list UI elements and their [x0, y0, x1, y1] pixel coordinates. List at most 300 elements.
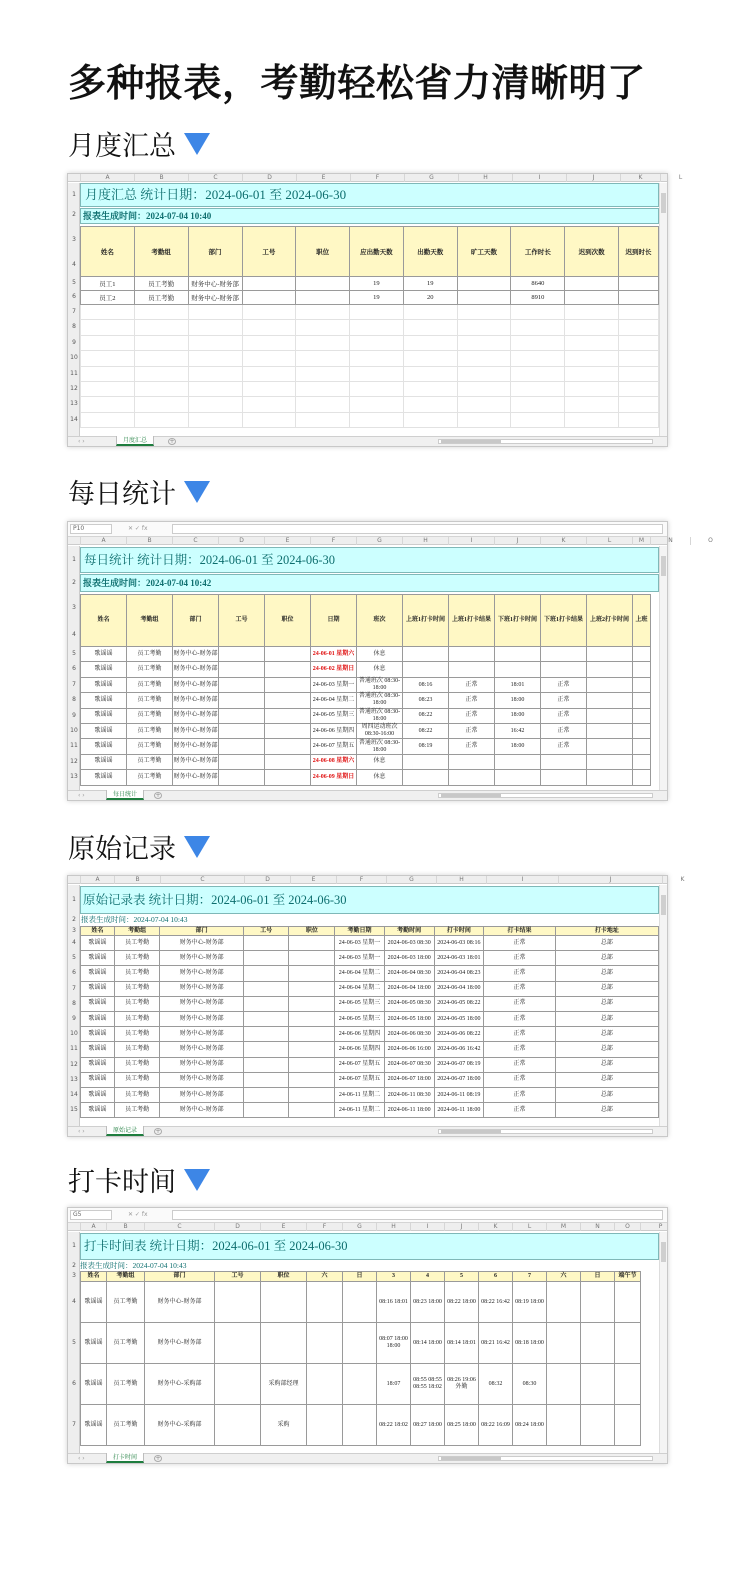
table-cell[interactable]: 正常	[484, 1057, 555, 1072]
empty-cell[interactable]	[511, 366, 565, 381]
column-letter[interactable]: C	[188, 174, 242, 182]
row-number[interactable]: 7	[72, 308, 76, 315]
table-cell[interactable]	[587, 693, 633, 708]
empty-cell[interactable]	[511, 335, 565, 350]
table-cell[interactable]: 财务中心-采购部	[145, 1364, 215, 1405]
table-cell[interactable]: 2024-06-04 18:00	[384, 981, 434, 996]
table-cell[interactable]: 2024-06-06 08:30	[384, 1027, 434, 1042]
empty-cell[interactable]	[134, 320, 188, 335]
table-cell[interactable]: 正常	[541, 739, 587, 754]
column-letter[interactable]: B	[126, 537, 172, 545]
empty-cell[interactable]	[565, 412, 619, 427]
table-cell[interactable]	[243, 1072, 289, 1087]
column-letter[interactable]: K	[662, 876, 702, 884]
table-cell[interactable]	[289, 1087, 335, 1102]
row-number[interactable]: 13	[70, 773, 78, 781]
empty-cell[interactable]	[403, 335, 457, 350]
column-letter[interactable]: H	[458, 174, 512, 182]
empty-cell[interactable]	[565, 305, 619, 320]
table-cell[interactable]: 2024-06-03 08:16	[434, 936, 484, 951]
table-cell[interactable]: 08:22	[403, 708, 449, 723]
table-cell[interactable]	[587, 647, 633, 662]
empty-cell[interactable]	[134, 351, 188, 366]
table-cell[interactable]: 周四运动班次 08:30-16:00	[357, 723, 403, 738]
table-cell[interactable]	[219, 739, 265, 754]
table-cell[interactable]: 正常	[484, 966, 555, 981]
column-letter[interactable]: A	[80, 537, 126, 545]
column-letter[interactable]: I	[410, 1223, 444, 1231]
table-cell[interactable]: 19	[349, 291, 403, 305]
table-cell[interactable]: 歌谣谣	[81, 1072, 115, 1087]
table-cell[interactable]: 财务中心-财务部	[160, 996, 243, 1011]
column-header-cell[interactable]: 工号	[215, 1272, 261, 1282]
table-cell[interactable]	[495, 662, 541, 677]
empty-cell[interactable]	[188, 381, 242, 396]
row-number[interactable]: 14	[70, 415, 78, 423]
row-number[interactable]: 3	[72, 1272, 76, 1279]
table-cell[interactable]: 24-06-01 星期六	[311, 647, 357, 662]
table-cell[interactable]: 员工考勤	[127, 723, 173, 738]
table-cell[interactable]: 08:14 18:01	[445, 1323, 479, 1364]
row-number[interactable]: 1	[72, 896, 76, 903]
empty-cell[interactable]	[511, 397, 565, 412]
table-cell[interactable]	[565, 291, 619, 305]
empty-cell[interactable]	[81, 412, 135, 427]
table-cell[interactable]: 财务中心-财务部	[160, 936, 243, 951]
table-cell[interactable]: 歌谣谣	[81, 1323, 107, 1364]
table-cell[interactable]: 歌谣谣	[81, 723, 127, 738]
table-cell[interactable]: 歌谣谣	[81, 966, 115, 981]
column-letter[interactable]: G	[342, 1223, 376, 1231]
column-header-cell[interactable]: 职位	[296, 227, 350, 277]
table-cell[interactable]: 财务中心-财务部	[188, 291, 242, 305]
column-header-cell[interactable]: 7	[513, 1272, 547, 1282]
table-cell[interactable]: 歌谣谣	[81, 693, 127, 708]
column-header-cell[interactable]: 日期	[311, 595, 357, 647]
table-cell[interactable]: 正常	[484, 1072, 555, 1087]
table-cell[interactable]	[403, 770, 449, 785]
column-letter[interactable]: G	[386, 876, 436, 884]
table-cell[interactable]: 员工考勤	[114, 951, 160, 966]
table-cell[interactable]	[289, 1027, 335, 1042]
table-cell[interactable]: 休息	[357, 770, 403, 785]
column-header-cell[interactable]: 六	[547, 1272, 581, 1282]
table-cell[interactable]: 2024-06-11 18:00	[434, 1103, 484, 1118]
table-cell[interactable]: 歌谣谣	[81, 739, 127, 754]
table-cell[interactable]: 员工考勤	[127, 754, 173, 769]
column-letter[interactable]: J	[444, 1223, 478, 1231]
empty-cell[interactable]	[403, 351, 457, 366]
empty-cell[interactable]	[403, 381, 457, 396]
table-cell[interactable]	[587, 708, 633, 723]
table-cell[interactable]	[633, 647, 651, 662]
table-cell[interactable]	[343, 1282, 377, 1323]
table-cell[interactable]: 2024-06-04 18:00	[434, 981, 484, 996]
empty-cell[interactable]	[296, 335, 350, 350]
column-letter[interactable]: E	[260, 1223, 306, 1231]
empty-cell[interactable]	[81, 335, 135, 350]
vertical-scrollbar[interactable]	[659, 885, 667, 1126]
table-cell[interactable]: 总部	[555, 951, 658, 966]
table-cell[interactable]: 正常	[449, 693, 495, 708]
row-number[interactable]: 7	[72, 1421, 76, 1428]
table-cell[interactable]: 2024-06-06 08:22	[434, 1027, 484, 1042]
table-cell[interactable]: 2024-06-04 08:30	[384, 966, 434, 981]
table-cell[interactable]	[265, 662, 311, 677]
table-cell[interactable]: 歌谣谣	[81, 1103, 115, 1118]
table-cell[interactable]	[581, 1364, 615, 1405]
table-cell[interactable]: 歌谣谣	[81, 1027, 115, 1042]
table-cell[interactable]: 员工考勤	[114, 1103, 160, 1118]
table-cell[interactable]: 歌谣谣	[81, 1405, 107, 1446]
column-letter[interactable]: A	[80, 1223, 106, 1231]
table-cell[interactable]: 24-06-06 星期四	[335, 1027, 385, 1042]
column-letter[interactable]: F	[350, 174, 404, 182]
empty-cell[interactable]	[349, 351, 403, 366]
column-letter[interactable]: B	[114, 876, 160, 884]
empty-cell[interactable]	[134, 397, 188, 412]
table-cell[interactable]	[343, 1323, 377, 1364]
empty-cell[interactable]	[134, 305, 188, 320]
table-cell[interactable]: 08:22	[403, 723, 449, 738]
table-cell[interactable]: 8640	[511, 277, 565, 291]
table-cell[interactable]: 员工考勤	[114, 1087, 160, 1102]
table-cell[interactable]: 员工考勤	[127, 662, 173, 677]
column-header-cell[interactable]: 工号	[242, 227, 296, 277]
table-cell[interactable]	[289, 1057, 335, 1072]
add-sheet-icon[interactable]: +	[155, 1128, 161, 1135]
table-cell[interactable]: 18:00	[495, 708, 541, 723]
row-number[interactable]: 4	[72, 939, 76, 946]
table-cell[interactable]: 员工考勤	[127, 693, 173, 708]
empty-cell[interactable]	[349, 305, 403, 320]
table-cell[interactable]: 24-06-03 星期一	[311, 677, 357, 692]
empty-cell[interactable]	[188, 397, 242, 412]
empty-cell[interactable]	[296, 366, 350, 381]
table-cell[interactable]: 员工考勤	[107, 1323, 145, 1364]
empty-cell[interactable]	[134, 366, 188, 381]
horizontal-scrollbar[interactable]	[438, 1129, 653, 1134]
empty-cell[interactable]	[403, 397, 457, 412]
row-number[interactable]: 10	[70, 727, 78, 734]
column-header-cell[interactable]: 六	[307, 1272, 343, 1282]
table-cell[interactable]	[215, 1282, 261, 1323]
column-letter[interactable]: D	[214, 1223, 260, 1231]
table-cell[interactable]	[449, 647, 495, 662]
table-cell[interactable]: 正常	[484, 981, 555, 996]
table-cell[interactable]	[619, 277, 659, 291]
table-cell[interactable]: 财务中心-财务部	[160, 1072, 243, 1087]
table-cell[interactable]	[547, 1282, 581, 1323]
table-cell[interactable]: 歌谣谣	[81, 1087, 115, 1102]
table-cell[interactable]: 正常	[449, 723, 495, 738]
table-cell[interactable]: 08:26 19:06外勤	[445, 1364, 479, 1405]
empty-cell[interactable]	[349, 335, 403, 350]
table-cell[interactable]: 24-06-11 星期二	[335, 1103, 385, 1118]
table-cell[interactable]	[541, 647, 587, 662]
table-cell[interactable]: 员工考勤	[134, 277, 188, 291]
column-header-cell[interactable]: 姓名	[81, 227, 135, 277]
table-cell[interactable]: 正常	[541, 677, 587, 692]
vertical-scrollbar[interactable]	[659, 183, 667, 436]
table-cell[interactable]: 总部	[555, 1057, 658, 1072]
table-cell[interactable]	[457, 291, 511, 305]
table-cell[interactable]: 采购	[261, 1405, 307, 1446]
empty-cell[interactable]	[242, 320, 296, 335]
table-cell[interactable]: 员工考勤	[114, 996, 160, 1011]
empty-cell[interactable]	[619, 412, 659, 427]
table-cell[interactable]: 总部	[555, 1072, 658, 1087]
empty-cell[interactable]	[619, 320, 659, 335]
column-letter[interactable]: A	[80, 876, 114, 884]
column-header-cell[interactable]: 应出勤天数	[349, 227, 403, 277]
row-number[interactable]: 5	[72, 1339, 76, 1346]
empty-cell[interactable]	[188, 366, 242, 381]
table-cell[interactable]	[243, 1087, 289, 1102]
table-cell[interactable]: 员工考勤	[134, 291, 188, 305]
empty-cell[interactable]	[619, 351, 659, 366]
row-number[interactable]: 2	[72, 211, 76, 218]
table-cell[interactable]: 18:00	[495, 739, 541, 754]
table-cell[interactable]	[633, 708, 651, 723]
table-cell[interactable]: 歌谣谣	[81, 708, 127, 723]
empty-cell[interactable]	[349, 412, 403, 427]
column-header-cell[interactable]: 迟到次数	[565, 227, 619, 277]
table-cell[interactable]: 财务中心-财务部	[160, 1042, 243, 1057]
table-cell[interactable]: 财务中心-财务部	[173, 662, 219, 677]
empty-cell[interactable]	[296, 412, 350, 427]
empty-cell[interactable]	[134, 412, 188, 427]
table-cell[interactable]: 财务中心-财务部	[188, 277, 242, 291]
empty-cell[interactable]	[188, 335, 242, 350]
column-header-cell[interactable]: 考勤时间	[384, 927, 434, 936]
table-cell[interactable]: 24-06-04 星期二	[335, 981, 385, 996]
table-cell[interactable]: 员工考勤	[114, 1042, 160, 1057]
formula-input[interactable]	[172, 1210, 663, 1220]
table-cell[interactable]: 歌谣谣	[81, 936, 115, 951]
column-header-cell[interactable]: 考勤组	[114, 927, 160, 936]
table-cell[interactable]: 24-06-02 星期日	[311, 662, 357, 677]
column-header-cell[interactable]: 部门	[145, 1272, 215, 1282]
row-number[interactable]: 11	[70, 742, 78, 750]
column-letter[interactable]: E	[290, 876, 336, 884]
column-letter[interactable]: E	[296, 174, 350, 182]
table-cell[interactable]: 歌谣谣	[81, 662, 127, 677]
row-number[interactable]: 5	[72, 650, 76, 657]
empty-cell[interactable]	[349, 366, 403, 381]
table-cell[interactable]: 8910	[511, 291, 565, 305]
row-number[interactable]: 7	[72, 680, 76, 688]
row-number[interactable]: 5	[72, 279, 76, 286]
table-cell[interactable]	[633, 693, 651, 708]
table-cell[interactable]	[307, 1364, 343, 1405]
row-number[interactable]: 1	[72, 1242, 76, 1249]
table-cell[interactable]	[587, 770, 633, 785]
empty-cell[interactable]	[403, 412, 457, 427]
column-header-cell[interactable]: 上班1打卡时间	[403, 595, 449, 647]
table-cell[interactable]	[261, 1323, 307, 1364]
column-header-cell[interactable]: 考勤组	[127, 595, 173, 647]
table-cell[interactable]: 员工考勤	[127, 708, 173, 723]
table-cell[interactable]	[541, 662, 587, 677]
empty-cell[interactable]	[81, 305, 135, 320]
vertical-scrollbar[interactable]	[659, 1232, 667, 1453]
table-cell[interactable]: 08:24 18:00	[513, 1405, 547, 1446]
column-header-cell[interactable]: 打卡时间	[434, 927, 484, 936]
table-cell[interactable]: 财务中心-采购部	[145, 1405, 215, 1446]
empty-cell[interactable]	[242, 381, 296, 396]
table-cell[interactable]	[243, 1057, 289, 1072]
sheet-tab[interactable]: 每日统计	[106, 790, 144, 800]
table-cell[interactable]: 08:16 18:01	[377, 1282, 411, 1323]
table-cell[interactable]	[633, 754, 651, 769]
table-cell[interactable]	[289, 996, 335, 1011]
column-letter[interactable]: J	[566, 174, 620, 182]
table-cell[interactable]	[615, 1323, 641, 1364]
column-letter[interactable]: D	[244, 876, 290, 884]
column-header-cell[interactable]: 班次	[357, 595, 403, 647]
sheet-tab[interactable]: 月度汇总	[116, 436, 154, 446]
table-cell[interactable]: 普通班次 08:30-18:00	[357, 693, 403, 708]
empty-cell[interactable]	[296, 381, 350, 396]
table-cell[interactable]	[541, 754, 587, 769]
table-cell[interactable]	[243, 1027, 289, 1042]
column-letter[interactable]: C	[144, 1223, 214, 1231]
empty-cell[interactable]	[296, 351, 350, 366]
row-number[interactable]: 10	[70, 354, 78, 362]
column-letter[interactable]: H	[402, 537, 448, 545]
column-header-cell[interactable]: 上班	[633, 595, 651, 647]
empty-cell[interactable]	[134, 335, 188, 350]
column-letter[interactable]: G	[356, 537, 402, 545]
table-cell[interactable]: 正常	[449, 677, 495, 692]
empty-cell[interactable]	[296, 305, 350, 320]
table-cell[interactable]: 2024-06-03 18:00	[384, 951, 434, 966]
table-cell[interactable]: 财务中心-财务部	[173, 647, 219, 662]
table-cell[interactable]: 歌谣谣	[81, 951, 115, 966]
table-cell[interactable]	[219, 708, 265, 723]
table-cell[interactable]	[541, 770, 587, 785]
table-cell[interactable]: 财务中心-财务部	[160, 1057, 243, 1072]
table-cell[interactable]	[243, 936, 289, 951]
table-cell[interactable]: 24-06-04 星期二	[311, 693, 357, 708]
table-cell[interactable]	[633, 677, 651, 692]
row-number[interactable]: 6	[72, 969, 76, 977]
column-header-cell[interactable]: 5	[445, 1272, 479, 1282]
table-cell[interactable]: 财务中心-财务部	[173, 754, 219, 769]
column-letter[interactable]: D	[218, 537, 264, 545]
cell-reference[interactable]: G5	[70, 1210, 112, 1220]
table-cell[interactable]: 歌谣谣	[81, 996, 115, 1011]
empty-cell[interactable]	[242, 412, 296, 427]
table-cell[interactable]: 2024-06-07 08:19	[434, 1057, 484, 1072]
table-cell[interactable]: 财务中心-财务部	[160, 1103, 243, 1118]
table-cell[interactable]: 总部	[555, 1042, 658, 1057]
table-cell[interactable]	[289, 1103, 335, 1118]
tab-nav-arrows-icon[interactable]: ‹ ›	[78, 792, 85, 799]
column-letter[interactable]: A	[80, 174, 134, 182]
table-cell[interactable]: 员工2	[81, 291, 135, 305]
row-number[interactable]: 1	[72, 556, 76, 563]
column-header-cell[interactable]: 日	[581, 1272, 615, 1282]
table-cell[interactable]: 财务中心-财务部	[160, 1011, 243, 1026]
table-cell[interactable]	[289, 981, 335, 996]
column-letter[interactable]: G	[404, 174, 458, 182]
column-letter[interactable]: J	[558, 876, 662, 884]
column-header-cell[interactable]: 打卡地址	[555, 927, 658, 936]
tab-nav-arrows-icon[interactable]: ‹ ›	[78, 1455, 85, 1462]
table-cell[interactable]	[457, 277, 511, 291]
table-cell[interactable]: 休息	[357, 647, 403, 662]
table-cell[interactable]: 20	[403, 291, 457, 305]
table-cell[interactable]	[215, 1364, 261, 1405]
table-cell[interactable]	[265, 754, 311, 769]
row-number[interactable]: 13	[70, 1075, 78, 1083]
table-cell[interactable]	[495, 647, 541, 662]
table-cell[interactable]	[343, 1405, 377, 1446]
empty-cell[interactable]	[188, 320, 242, 335]
tab-nav-arrows-icon[interactable]: ‹ ›	[78, 1128, 85, 1135]
table-cell[interactable]: 总部	[555, 936, 658, 951]
table-cell[interactable]: 2024-06-11 18:00	[384, 1103, 434, 1118]
table-cell[interactable]: 歌谣谣	[81, 754, 127, 769]
column-header-cell[interactable]: 工号	[243, 927, 289, 936]
column-header-cell[interactable]: 职位	[261, 1272, 307, 1282]
table-cell[interactable]: 歌谣谣	[81, 647, 127, 662]
table-cell[interactable]: 员工考勤	[114, 981, 160, 996]
empty-cell[interactable]	[565, 381, 619, 396]
column-letter[interactable]: I	[486, 876, 558, 884]
table-cell[interactable]: 24-06-07 星期五	[335, 1057, 385, 1072]
column-header-cell[interactable]: 工号	[219, 595, 265, 647]
table-cell[interactable]	[615, 1282, 641, 1323]
table-cell[interactable]: 08:19 18:00	[513, 1282, 547, 1323]
table-cell[interactable]: 2024-06-05 08:22	[434, 996, 484, 1011]
table-cell[interactable]	[243, 951, 289, 966]
column-letter[interactable]: C	[172, 537, 218, 545]
table-cell[interactable]	[289, 1042, 335, 1057]
column-header-cell[interactable]: 工作时长	[511, 227, 565, 277]
table-cell[interactable]: 普通班次 08:30-18:00	[357, 677, 403, 692]
column-header-cell[interactable]: 端午节	[615, 1272, 641, 1282]
table-cell[interactable]: 财务中心-财务部	[173, 693, 219, 708]
row-number[interactable]: 12	[70, 757, 78, 765]
table-cell[interactable]	[587, 662, 633, 677]
table-cell[interactable]: 员工考勤	[114, 1027, 160, 1042]
table-cell[interactable]: 正常	[484, 936, 555, 951]
column-header-cell[interactable]: 迟到时长	[619, 227, 659, 277]
table-cell[interactable]	[242, 291, 296, 305]
table-cell[interactable]: 2024-06-04 08:23	[434, 966, 484, 981]
table-cell[interactable]: 员工考勤	[107, 1282, 145, 1323]
row-number[interactable]: 4	[72, 260, 76, 268]
column-letter[interactable]: I	[448, 537, 494, 545]
table-cell[interactable]: 歌谣谣	[81, 981, 115, 996]
table-cell[interactable]: 24-06-07 星期五	[335, 1072, 385, 1087]
table-cell[interactable]	[265, 647, 311, 662]
table-cell[interactable]	[243, 1011, 289, 1026]
table-cell[interactable]: 财务中心-财务部	[160, 1087, 243, 1102]
table-cell[interactable]: 2024-06-05 08:30	[384, 996, 434, 1011]
table-cell[interactable]: 08:27 18:00	[411, 1405, 445, 1446]
column-header-cell[interactable]: 日	[343, 1272, 377, 1282]
row-number[interactable]: 13	[70, 400, 78, 408]
table-cell[interactable]: 2024-06-05 18:00	[434, 1011, 484, 1026]
table-cell[interactable]	[615, 1405, 641, 1446]
table-cell[interactable]	[219, 754, 265, 769]
table-cell[interactable]	[587, 754, 633, 769]
table-cell[interactable]: 08:22 16:09	[479, 1405, 513, 1446]
